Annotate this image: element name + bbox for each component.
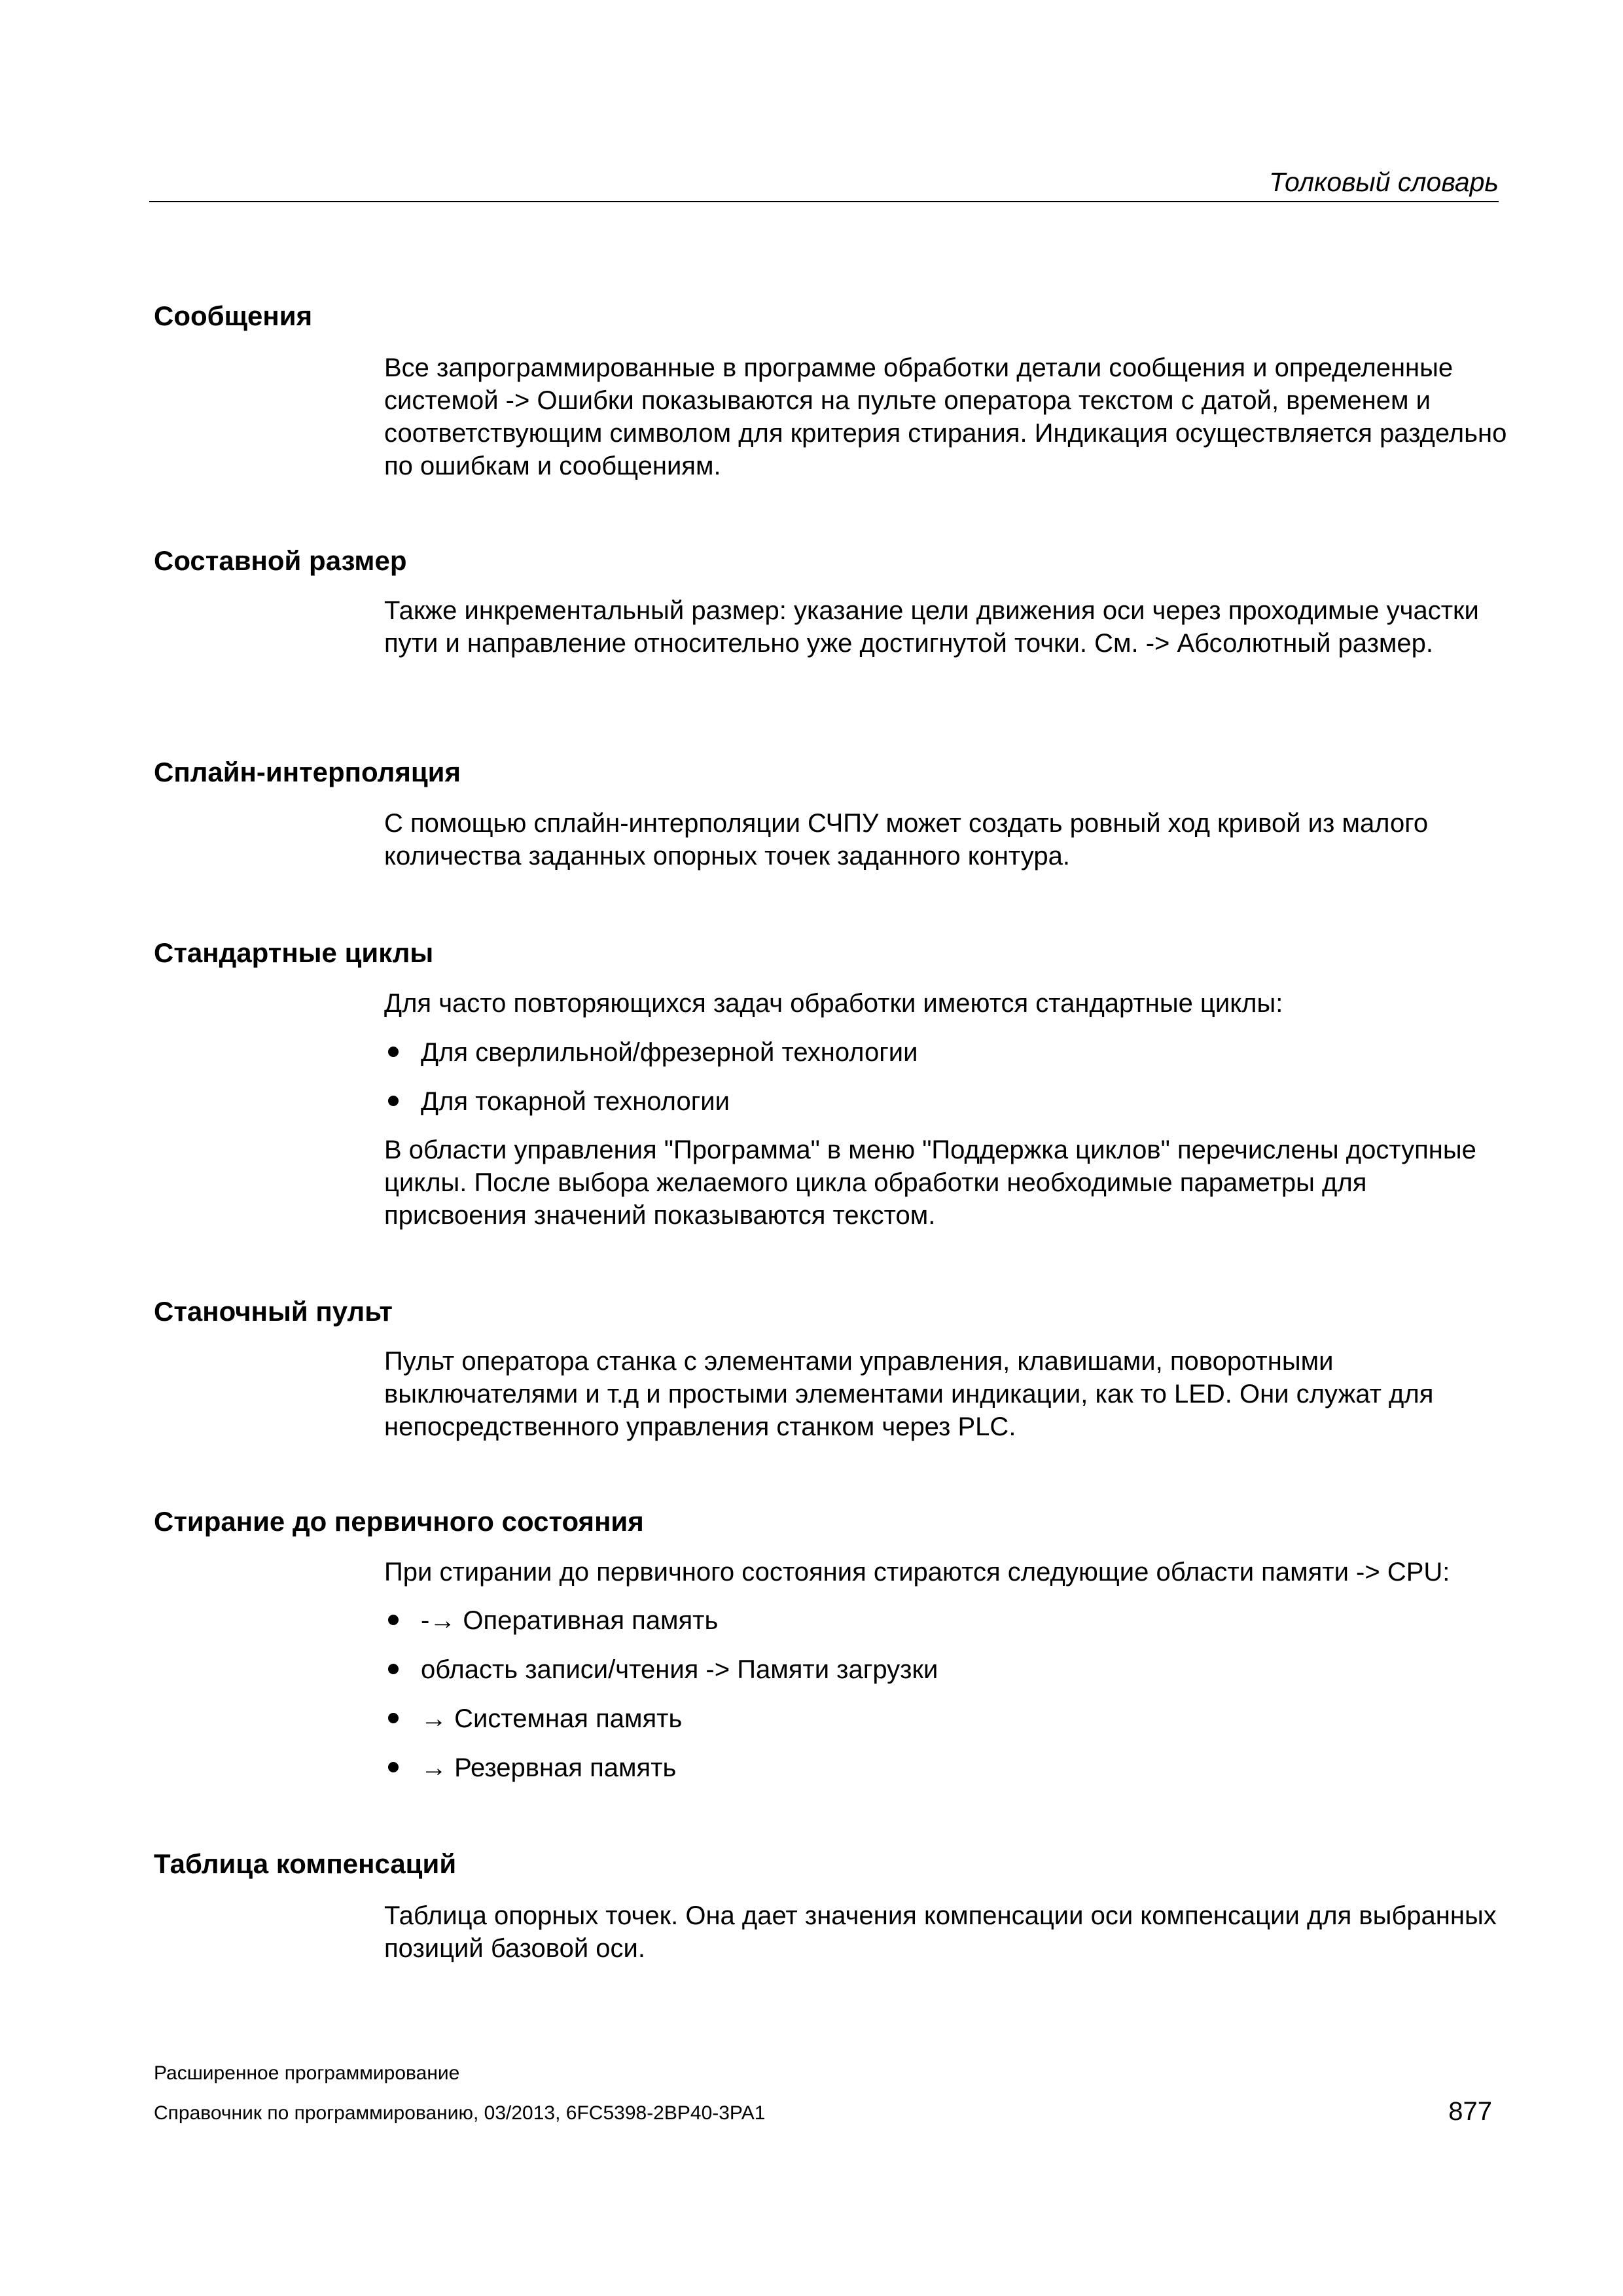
glossary-definition: Также инкрементальный размер: указание цели движения оси через проходимые участки пути и направление относительно уже достигнутой точки. См. -> Абсолютный размер.: [384, 596, 1479, 658]
footer-document-info: Справочник по программированию, 03/2013, 6FC5398-2BP40-3PA1: [154, 2102, 766, 2124]
list-item-text: Для сверлильной/фрезерной технологии: [421, 1038, 918, 1067]
glossary-term-messages: Сообщения: [154, 300, 313, 331]
glossary-term-standard-cycles: Стандартные циклы: [154, 937, 434, 968]
glossary-definition: В области управления "Программа" в меню "Поддержка циклов" перечислены доступные циклы. После выбора желаемого цикла обработки необходимые параметры для присвоения значений показываются текстом.: [384, 1136, 1476, 1230]
list-item: [384, 1036, 1497, 1085]
glossary-definition: Все запрограммированные в программе обработки детали сообщения и определенные системой -> Ошибки показываются на пульте оператора текстом с датой, временем и соответствующим символом для критерия стирания. Индикация осуществляется раздельно по ошибкам и сообщениям.: [384, 353, 1507, 480]
glossary-term-machine-control-panel: Станочный пульт: [154, 1296, 393, 1327]
list-item: [384, 1702, 1497, 1751]
page-number: 877: [1448, 2097, 1492, 2126]
list-item-text: → Системная память: [421, 1704, 683, 1733]
glossary-definition: Пульт оператора станка с элементами управления, клавишами, поворотными выключателями и т.д и простыми элементами индикации, как то LED. Они служат для непосредственного управления станком через PLC.: [384, 1347, 1434, 1441]
bullet-icon: [388, 1762, 399, 1772]
glossary-term-general-reset: Стирание до первичного состояния: [154, 1506, 644, 1537]
bullet-icon: [388, 1713, 399, 1723]
running-header-title: Толковый словарь: [1269, 167, 1499, 197]
footer-document-title: Расширенное программирование: [154, 2062, 460, 2084]
list-item-text: область записи/чтения -> Памяти загрузки: [421, 1655, 938, 1684]
glossary-definition: При стирании до первичного состояния стираются следующие области памяти -> CPU:: [384, 1558, 1450, 1587]
glossary-term-incremental-dimension: Составной размер: [154, 545, 407, 576]
glossary-definition: Таблица опорных точек. Она дает значения компенсации оси компенсации для выбранных позиций базовой оси.: [384, 1901, 1497, 1963]
bullet-icon: [388, 1615, 399, 1625]
bullet-icon: [388, 1664, 399, 1674]
bullet-list: [384, 1036, 1497, 1134]
glossary-definition: С помощью сплайн-интерполяции СЧПУ может создать ровный ход кривой из малого количества заданных опорных точек заданного контура.: [384, 809, 1429, 870]
list-item: [384, 1604, 1497, 1653]
bullet-icon: [388, 1047, 399, 1057]
bullet-list: [384, 1604, 1497, 1801]
list-item: [384, 1751, 1497, 1801]
glossary-term-spline-interpolation: Сплайн-интерполяция: [154, 757, 461, 787]
list-item-text: Для токарной технологии: [421, 1087, 730, 1116]
list-item-text: -→ Оперативная память: [421, 1606, 719, 1635]
list-item: [384, 1085, 1497, 1134]
list-item-text: → Резервная память: [421, 1753, 677, 1782]
glossary-term-compensation-table: Таблица компенсаций: [154, 1848, 457, 1879]
list-item: [384, 1653, 1497, 1702]
glossary-definition: Для часто повторяющихся задач обработки имеются стандартные циклы:: [384, 989, 1283, 1018]
bullet-icon: [388, 1096, 399, 1106]
header-divider: [149, 201, 1499, 202]
